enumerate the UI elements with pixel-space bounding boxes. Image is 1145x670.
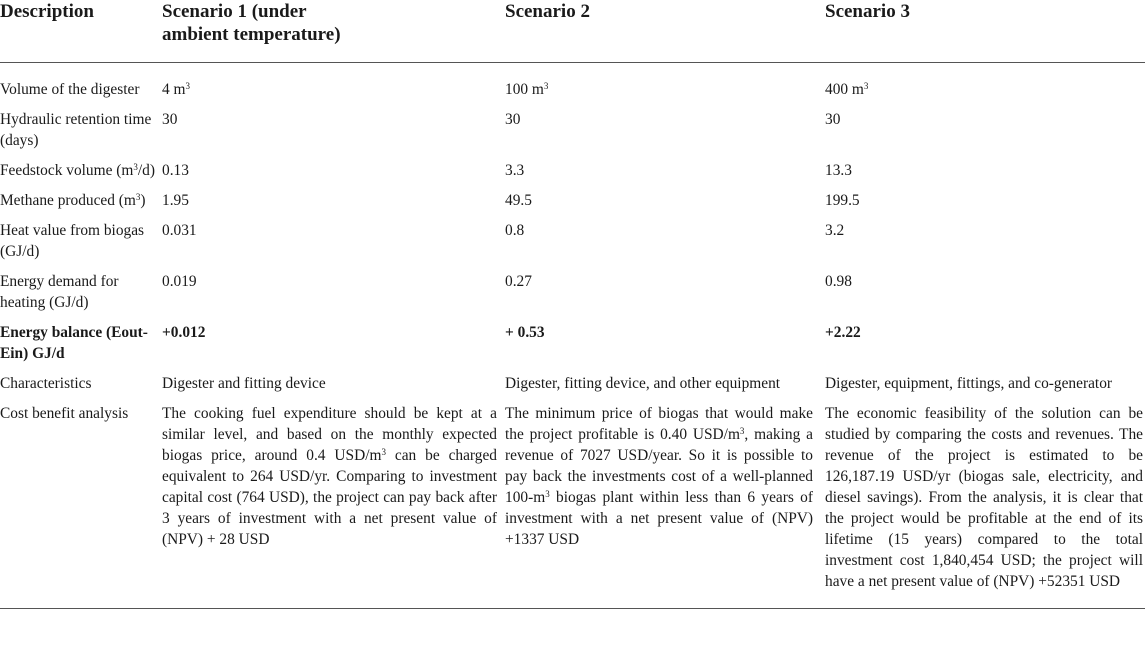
cell-cost-benefit-s1: The cooking fuel expenditure should be kept at a similar level, and based on the monthly expected biogas price, around 0.4 USD/$m^3$ can be charged equivalent to 264 USD/yr. Comparing to investment capital cost (764 USD), the project can pay back after 3 years of investment with a net present value of (NPV) + 28 USD <box>162 403 505 609</box>
cell-characteristics-s1: Digester and fitting device <box>162 375 326 392</box>
cell-energy-balance-s2: + 0.53 <box>505 324 545 341</box>
cell-energy-demand-s3: 0.98 <box>825 273 852 290</box>
cell-characteristics-s2: Digester, fitting device, and other equipment <box>505 375 781 392</box>
table-row-volume <box>0 63 1145 110</box>
row-label-volume: Volume of the digester <box>0 81 140 98</box>
cell-feedstock-s3: 13.3 <box>825 162 852 179</box>
row-label-feedstock: Feedstock volume $(m^3/d)$ <box>0 162 155 179</box>
table-row-heat <box>0 220 1145 271</box>
cell-feedstock-s1: 0.13 <box>162 162 189 179</box>
row-label-energy-balance: Energy balance (Eout-Ein) GJ/d <box>0 324 148 362</box>
header-row <box>0 0 1145 63</box>
row-label-energy-demand: Energy demand for heating (GJ/d) <box>0 273 119 311</box>
header-scenario-2: Scenario 2 <box>505 0 825 63</box>
row-label-hrt: Hydraulic retention time (days) <box>0 111 152 149</box>
table-row-hrt <box>0 109 1145 160</box>
cell-hrt-s3: 30 <box>825 111 841 128</box>
cell-volume-s3: 400 $m^3$ <box>825 81 869 98</box>
cell-cost-benefit-s3: The economic feasibility of the solution can be studied by comparing the costs and revenues. The revenue of the project is estimated to be 126,187.19 USD/yr (biogas sale, electricity, and diesel savings). From the analysis, it is clear that the project would be profitable at the end of its lifetime (15 years) compared to the total investment cost 1,840,454 USD; the project will have a net present value of (NPV) +52351 USD <box>825 403 1145 609</box>
cell-heat-s2: 0.8 <box>505 222 525 239</box>
cell-methane-s2: 49.5 <box>505 192 532 209</box>
cell-energy-demand-s1: 0.019 <box>162 273 197 290</box>
cell-energy-balance-s3: +2.22 <box>825 324 861 341</box>
cell-volume-s2: 100 $m^3$ <box>505 81 549 98</box>
header-scenario-3: Scenario 3 <box>825 0 1145 63</box>
row-label-characteristics: Characteristics <box>0 375 92 392</box>
cell-hrt-s2: 30 <box>505 111 521 128</box>
cell-heat-s1: 0.031 <box>162 222 197 239</box>
table-row-feedstock <box>0 160 1145 190</box>
row-label-cost-benefit: Cost benefit analysis <box>0 403 162 609</box>
cell-energy-demand-s2: 0.27 <box>505 273 532 290</box>
cell-cost-benefit-s2: The minimum price of biogas that would make the project profitable is 0.40 USD/$m^3$, making a revenue of 7027 USD/year. So it is possible to pay back the investments cost of a well-planned $100-m^3$ biogas plant within less than 6 years of investment with a net present value of (NPV) +1337 USD <box>505 403 825 609</box>
cell-heat-s3: 3.2 <box>825 222 845 239</box>
row-label-methane: Methane produced $(m^3)$ <box>0 192 146 209</box>
cell-feedstock-s2: 3.3 <box>505 162 525 179</box>
cell-volume-s1: 4 $m^3$ <box>162 81 191 98</box>
table-row-energy-demand <box>0 271 1145 322</box>
header-description: Description <box>0 0 162 63</box>
table-row-cost-benefit <box>0 403 1145 609</box>
table-row-energy-balance <box>0 322 1145 373</box>
cell-characteristics-s3: Digester, equipment, fittings, and co-generator <box>825 375 1113 392</box>
cell-methane-s1: 1.95 <box>162 192 189 209</box>
header-scenario-1: Scenario 1 (under ambient temperature) <box>162 0 505 63</box>
cell-methane-s3: 199.5 <box>825 192 860 209</box>
cell-energy-balance-s1: +0.012 <box>162 324 206 341</box>
row-label-heat: Heat value from biogas (GJ/d) <box>0 222 145 260</box>
table-row-methane <box>0 190 1145 220</box>
table-row-characteristics <box>0 373 1145 403</box>
cell-hrt-s1: 30 <box>162 111 178 128</box>
